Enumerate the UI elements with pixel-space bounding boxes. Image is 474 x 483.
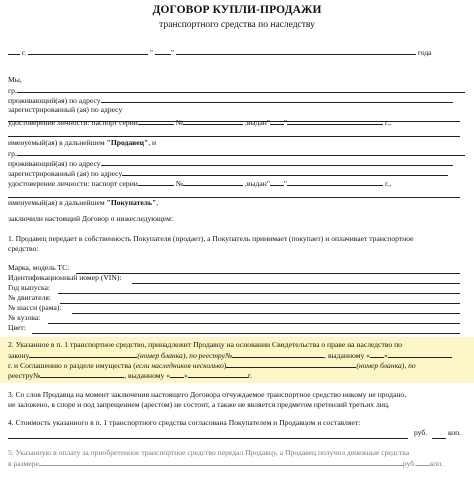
buyer-resides-label: проживающий(ая) по адресу [8,159,101,168]
seller-and: , и [148,138,157,147]
clause2-line4: реестру№ , выданному « » г. [8,371,252,380]
year-label: года [417,48,432,57]
field-make-model: Марка, модель ТС: [8,263,70,272]
buyer-role: "Покупатель" [106,198,157,207]
concluded-line: заключили настоящий Договор о нижеследующем: [8,214,174,223]
seller-registered-label: зарегистрированный (ая) по адресу [8,105,123,114]
field-color: Цвет: [8,323,26,332]
clause3-line1: 3. Со слов Продавца на момент заключения настоящего Договора отчуждаемое транспортное средство никому не продано, [8,390,407,399]
seller-role: "Продавец" [106,138,149,147]
field-engine: № двигателя: [8,293,52,302]
clause2-line2: закону (номер бланка), по реестру№ , выданному « » [8,350,452,361]
buyer-number-sign: № [175,179,184,188]
document-subtitle: транспортного средства по наследству [159,20,315,30]
buyer-gr-label: гр. [8,149,17,158]
clause3-line2: не заложено, в споре и под запрещением (арестом) не состоит, а также не является предметом претензий третьих лиц. [8,400,390,409]
buyer-registered-label: зарегистрированный (ая) по адресу [8,169,123,178]
seller-passport-label: удостоверение личности: паспорт серии [8,118,138,127]
buyer-passport-label: удостоверение личности: паспорт серии [8,179,138,188]
clause2-line1: 2. Указанное в п. 1 транспортное средство, принадлежит Продавцу на основании Свидетельства о праве на наследство по [8,340,402,349]
place-date-line: г. " " года [8,47,432,58]
seller-gr-label: гр. [8,86,17,95]
clause1-line2: средство: [8,244,39,253]
seller-extra-fill [8,128,460,137]
seller-g-end: г., [384,118,391,127]
buyer-end: , [156,198,159,207]
seller-we: Мы, [8,75,22,84]
buyer-named-line [8,198,158,208]
clause4-line1: 4. Стоимость указанного в п. 1 транспортного средства согласована Покупателем и Продавцом и составляет: [8,418,361,427]
seller-issued-label: выдан" [246,118,270,127]
clause4-kop-fill [432,430,446,439]
clause2-line3: г. и Соглашению о разделе имущества (если наследников несколько) (номер бланка), по [8,361,416,370]
clause5-line2: в размере руб. коп. [8,459,444,468]
clause5-line1: 5. Указанную в оплату за приобретенное транспортное средство передал Продавцу, а Продавец получил денежные средства [8,448,410,457]
seller-resides-label: проживающий(ая) по адресу [8,96,101,105]
field-chassis-fill [72,305,460,314]
field-body: № кузова: [8,313,41,322]
field-chassis: № шасси (рама): [8,303,62,312]
clause1-line1: 1. Продавец передает в собственность Покупателя (продает), а Покупатель принимает (покупает) и оплачивает транспортное [8,234,414,243]
field-vin-fill [132,275,460,284]
clause4-amount-fill [8,430,408,439]
clause4-kop: коп. [448,428,462,437]
buyer-passport-line: удостоверение личности: паспорт серии № ,выдан" " г., [8,179,391,188]
seller-passport-line: удостоверение личности: паспорт серии № ,выдан" " г., [8,118,391,127]
field-year: Год выпуска: [8,283,51,292]
field-body-fill [48,315,460,324]
buyer-extra-fill [8,189,460,198]
place-prefix: г. [21,48,27,57]
field-color-fill [32,325,460,334]
buyer-g-end: г., [384,179,391,188]
clause4-rub: руб. [414,428,428,437]
field-engine-fill [60,295,460,304]
buyer-named-label: именуемый(ая) в дальнейшем [8,198,107,207]
field-year-fill [58,285,460,294]
buyer-issued-label: выдан" [246,179,270,188]
seller-named-line [8,138,156,148]
seller-number-sign: № [175,118,184,127]
day-quote: " [149,48,153,57]
field-vin: Идентификационный номер (VIN): [8,273,122,282]
document-title: ДОГОВОР КУПЛИ-ПРОДАЖИ [152,4,322,16]
field-make-model-fill [76,265,460,274]
seller-named-label: именуемый(ая) в дальнейшем [8,138,107,147]
